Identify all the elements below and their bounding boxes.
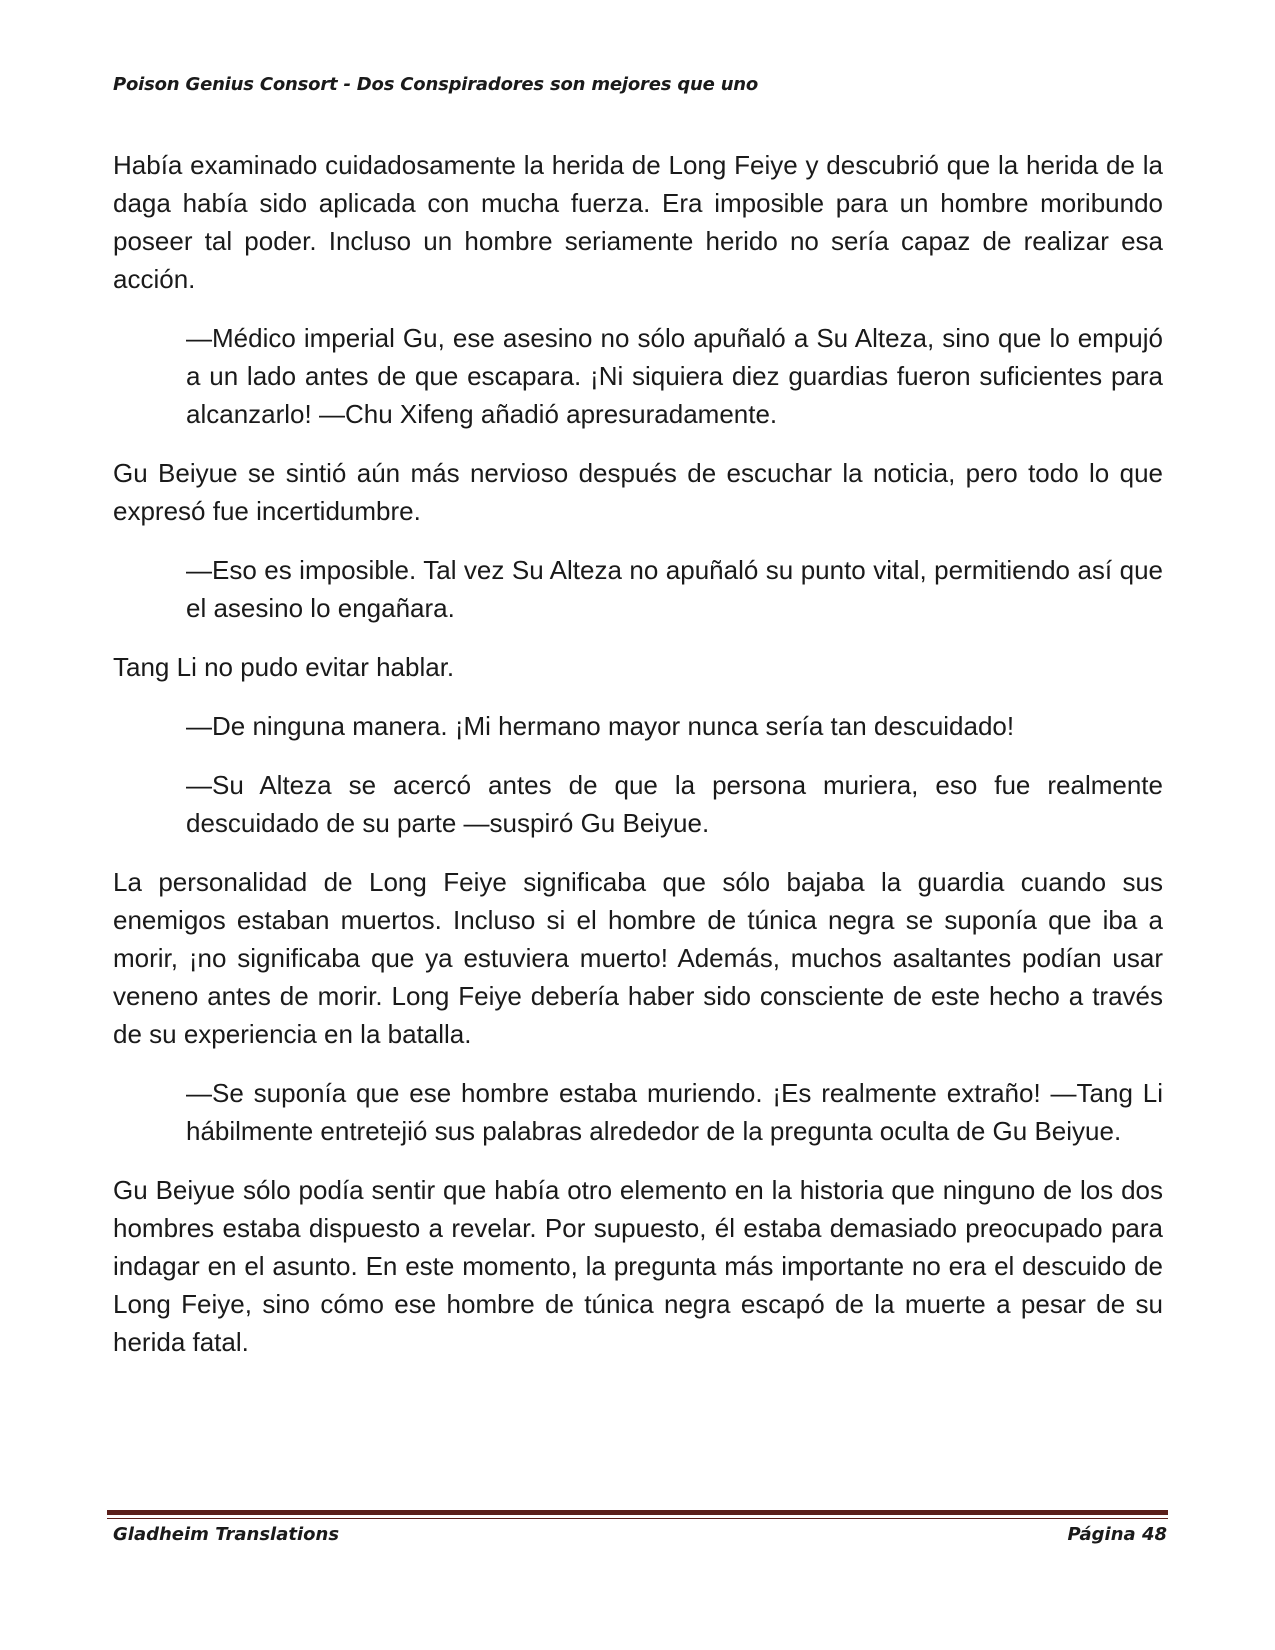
footer-publisher: Gladheim Translations	[113, 1524, 340, 1545]
footer-divider-thin	[107, 1518, 1168, 1519]
dialogue-paragraph: —Eso es imposible. Tal vez Su Alteza no apuñaló su punto vital, permitiendo así que el asesino lo engañara.	[186, 555, 1163, 623]
running-header: Poison Genius Consort - Dos Conspiradores son mejores que uno	[113, 74, 759, 95]
footer-divider-thick	[107, 1510, 1168, 1515]
dialogue-paragraph: —Su Alteza se acercó antes de que la persona muriera, eso fue realmente descuidado de su parte —suspiró Gu Beiyue.	[186, 770, 1163, 838]
narration-paragraph: Tang Li no pudo evitar hablar.	[113, 652, 455, 682]
dialogue-paragraph: —Se suponía que ese hombre estaba muriendo. ¡Es realmente extraño! —Tang Li hábilmente entretejió sus palabras alrededor de la pregunta oculta de Gu Beiyue.	[186, 1078, 1163, 1146]
narration-paragraph: Gu Beiyue sólo podía sentir que había otro elemento en la historia que ninguno de los dos hombres estaba dispuesto a revelar. Por supuesto, él estaba demasiado preocupado para indagar en el asunto. En este momento, la pregunta más importante no era el descuido de Long Feiye, sino cómo ese hombre de túnica negra escapó de la muerte a pesar de su herida fatal.	[113, 1175, 1163, 1357]
chapter-body	[113, 146, 1163, 1382]
dialogue-paragraph: —Médico imperial Gu, ese asesino no sólo apuñaló a Su Alteza, sino que lo empujó a un lado antes de que escapara. ¡Ni siquiera diez guardias fueron suficientes para alcanzarlo! —Chu Xifeng añadió apresuradamente.	[186, 323, 1163, 429]
narration-paragraph: Gu Beiyue se sintió aún más nervioso después de escuchar la noticia, pero todo lo que expresó fue incertidumbre.	[113, 458, 1163, 526]
narration-paragraph: La personalidad de Long Feiye significaba que sólo bajaba la guardia cuando sus enemigos estaban muertos. Incluso si el hombre de túnica negra se suponía que iba a morir, ¡no significaba que ya estuviera muerto! Además, muchos asaltantes podían usar veneno antes de morir. Long Feiye debería haber sido consciente de este hecho a través de su experiencia en la batalla.	[113, 867, 1163, 1049]
page-number: Página 48	[1067, 1524, 1167, 1545]
narration-paragraph: Había examinado cuidadosamente la herida de Long Feiye y descubrió que la herida de la daga había sido aplicada con mucha fuerza. Era imposible para un hombre moribundo poseer tal poder. Incluso un hombre seriamente herido no sería capaz de realizar esa acción.	[113, 150, 1163, 294]
dialogue-paragraph: —De ninguna manera. ¡Mi hermano mayor nunca sería tan descuidado!	[186, 711, 1015, 741]
